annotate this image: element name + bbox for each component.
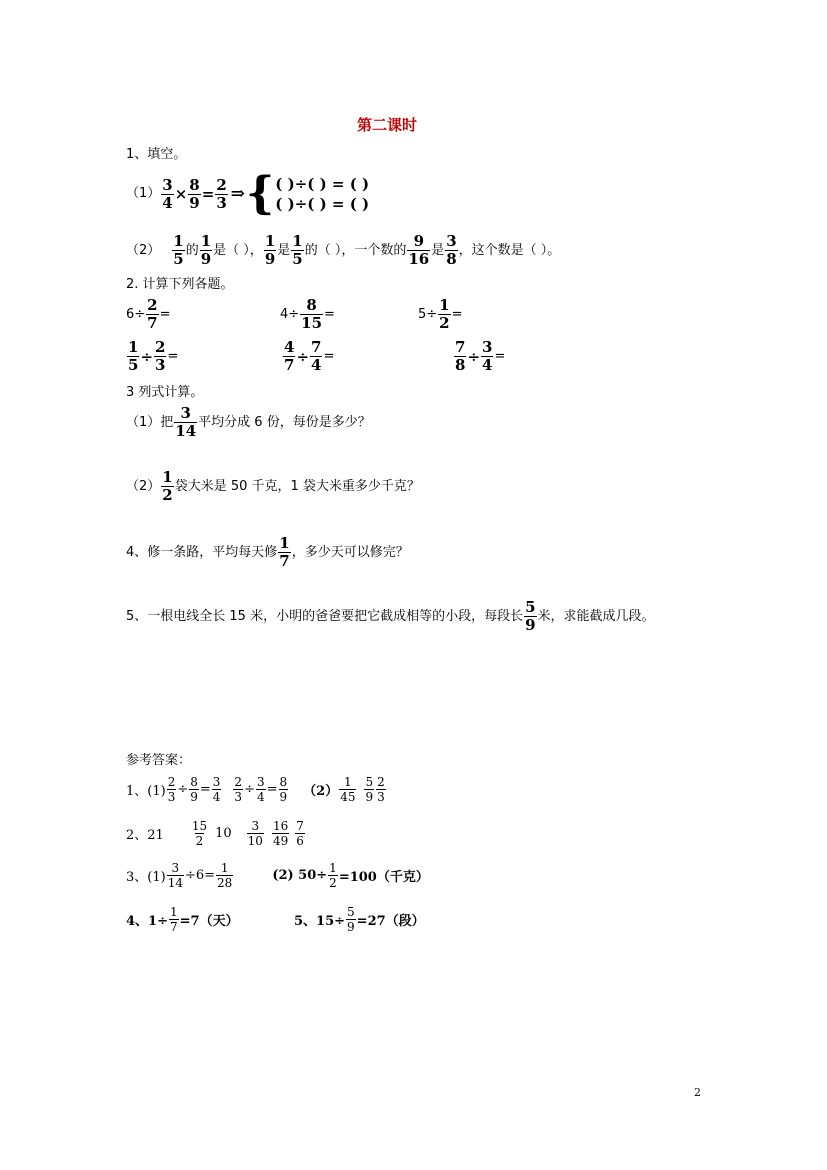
text: = (494, 348, 506, 364)
fraction: 3 8 (446, 232, 457, 268)
divide-sign: ÷ (296, 347, 310, 366)
text: （1）把 (126, 414, 174, 430)
text: 3、(1) (126, 870, 166, 885)
q1-part1-label: （1） (126, 186, 161, 201)
q1-part2-label: （2） (126, 242, 161, 258)
text: 5、一根电线全长 15 米，小明的爸爸要把它截成相等的小段，每段长 (126, 608, 524, 624)
answer-3 (126, 862, 429, 889)
fraction: $\frac{1}{28}$ (217, 861, 233, 890)
times-sign: × (174, 185, 188, 203)
text: 5、15÷ (294, 914, 346, 929)
divide-sign: ÷ (467, 347, 481, 366)
divide-sign: ÷ (140, 347, 154, 366)
fraction: $\frac{3}{4}$ (256, 775, 265, 804)
text: （2） (126, 478, 161, 494)
q2-item-6 (453, 340, 505, 373)
q1-part2 (126, 234, 560, 267)
fraction: $\frac{4}{7}$ (284, 338, 295, 374)
fraction: 15 2 (191, 819, 208, 848)
fraction: $\frac{3}{4}$ (212, 775, 221, 804)
text: 是 (431, 242, 445, 258)
text: 的（ ），一个数的 (304, 242, 407, 258)
fraction: $\frac{2}{3}$ (234, 775, 243, 804)
blank-lines (275, 174, 369, 214)
text: 4、1÷ (126, 914, 168, 929)
text: ÷ (177, 782, 189, 797)
fraction: 5 9 (525, 598, 536, 634)
fraction: $\frac{8}{9}$ (190, 775, 198, 804)
fraction: 2 3 (377, 775, 385, 804)
fraction: $\frac{5}{9}$ (347, 905, 355, 934)
q1-part1 (126, 168, 370, 219)
text: 1、(1) (126, 784, 166, 799)
text: (2) 50÷ (272, 868, 328, 883)
fraction: 1 45 (340, 775, 356, 804)
text: 平均分成 6 份，每份是多少？ (198, 414, 371, 430)
text: （2） (303, 784, 339, 799)
fraction: 1 7 (279, 534, 290, 570)
text: =27（段） (356, 914, 425, 929)
fraction: $\frac{1}{2}$ (439, 296, 450, 332)
fraction: $\frac{7}{8}$ (455, 338, 466, 374)
fraction: $\frac{2}{3}$ (167, 775, 176, 804)
text: = (199, 782, 211, 797)
fraction: 1 5 (173, 232, 184, 268)
left-brace: { (246, 168, 275, 219)
text: = (324, 306, 335, 322)
fraction: 1 2 (162, 468, 173, 504)
q4 (126, 536, 409, 569)
text: 4÷ (280, 306, 300, 322)
fraction: $\frac{8}{15}$ (301, 296, 323, 332)
fraction: $\frac{8}{9}$ (189, 175, 200, 212)
text: 是 (277, 242, 291, 258)
answer-2 (126, 820, 306, 847)
fraction: $\frac{1}{7}$ (169, 905, 178, 934)
text: =7（天） (179, 914, 239, 929)
text: 5÷ (418, 306, 438, 322)
text: 6÷ (126, 306, 146, 322)
text: =100（千克） (338, 870, 429, 885)
fraction: 1 5 (292, 232, 303, 268)
q5 (126, 600, 655, 633)
fraction: $\frac{3}{4}$ (162, 175, 173, 212)
answer-5 (294, 906, 425, 933)
text: ÷6= (184, 868, 216, 883)
text: 袋大米是 50 千克，1 袋大米重多少千克？ (174, 478, 420, 494)
text: 4、修一条路，平均每天修 (126, 544, 278, 560)
equals-sign: = (201, 185, 215, 203)
fraction: 16 49 (272, 819, 289, 848)
q2-heading: 2. 计算下列各题。 (126, 277, 234, 292)
text: ，多少天可以修完？ (291, 544, 409, 560)
fraction: $\frac{3}{14}$ (167, 861, 183, 890)
text: ÷ (244, 782, 255, 797)
q2-item-1 (126, 298, 171, 331)
fraction: 5 9 (365, 775, 374, 804)
fraction: $\frac{8}{9}$ (279, 775, 288, 804)
text: 的 (185, 242, 199, 258)
text: 是（ ）， (213, 242, 263, 258)
blank-line-1: ( )÷( ) = ( ) (275, 175, 370, 193)
q3-heading: 3 列式计算。 (126, 385, 204, 400)
implies-arrow: ⇒ (230, 184, 245, 204)
text: 2、21 (126, 828, 164, 843)
q2-item-4 (126, 340, 178, 373)
text: = (323, 348, 335, 364)
fraction: $\frac{2}{3}$ (155, 338, 166, 374)
q2-item-5 (282, 340, 334, 373)
answer-1 (126, 776, 387, 803)
fraction: 9 16 (408, 232, 430, 268)
q3-part2 (126, 470, 420, 503)
answer-4 (126, 906, 239, 933)
text: 米，求能截成几段。 (537, 608, 655, 624)
text: = (167, 348, 179, 364)
q3-part1 (126, 406, 371, 439)
fraction: 3 10 (247, 819, 263, 848)
fraction: $\frac{2}{3}$ (216, 175, 227, 212)
blank-line-2: ( )÷( ) = ( ) (275, 195, 370, 213)
page-number: 2 (694, 1086, 701, 1099)
fraction: $\frac{1}{5}$ (128, 338, 139, 374)
fraction: $\frac{3}{4}$ (482, 338, 493, 374)
text: 10 (215, 826, 232, 841)
fraction: 7 6 (296, 819, 304, 848)
fraction: $\frac{2}{7}$ (147, 296, 158, 332)
q2-item-2 (280, 298, 335, 331)
text: = (266, 782, 278, 797)
text: = (451, 306, 463, 322)
q1-heading: 1、填空。 (126, 147, 187, 162)
answers-heading: 参考答案： (126, 753, 192, 768)
fraction: $\frac{7}{4}$ (311, 338, 322, 374)
fraction: 1 9 (264, 232, 276, 268)
page-title: 第二课时 (357, 116, 418, 134)
fraction: $\frac{1}{2}$ (329, 861, 337, 890)
text: ，这个数是（ ）。 (458, 242, 561, 258)
q2-item-3 (418, 298, 463, 331)
fraction: 3 14 (175, 404, 197, 440)
text: = (159, 306, 171, 322)
fraction: 1 9 (200, 232, 212, 268)
